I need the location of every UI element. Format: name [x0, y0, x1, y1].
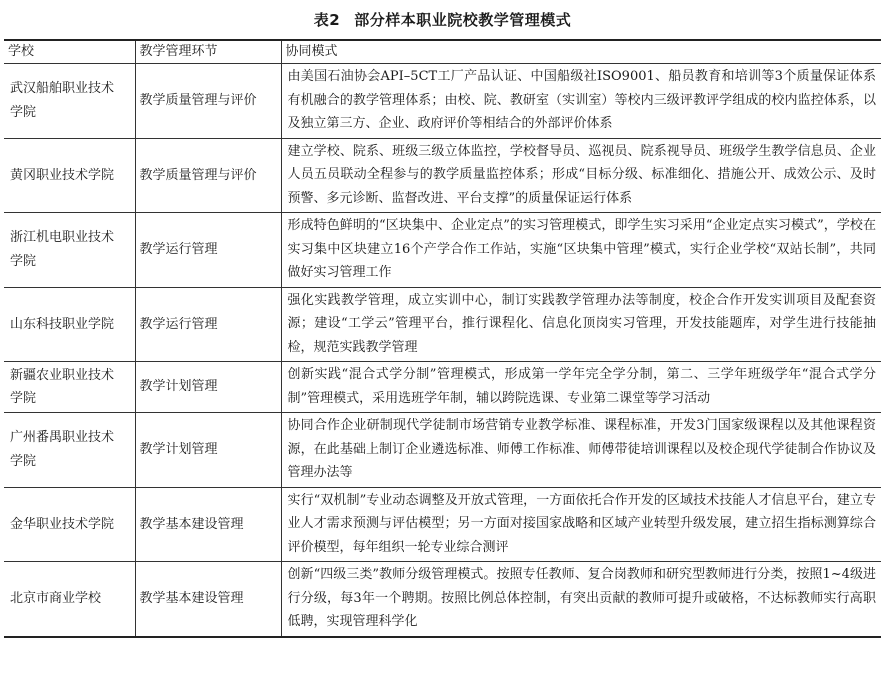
school-cell: 北京市商业学校 [4, 562, 135, 637]
table-header-row [4, 40, 881, 64]
school-cell: 浙江机电职业技术学院 [4, 213, 135, 288]
mode-cell: 建立学校、院系、班级三级立体监控，学校督导员、巡视员、院系视导员、班级学生教学信息员、企业人员五员联动全程参与的教学质量监控体系；形成“目标分级、标准细化、措施公开、成效公示、及时预警、多元诊断、监督改进、平台支撑”的质量保证运行体系 [281, 138, 881, 213]
school-cell: 武汉船舶职业技术学院 [4, 64, 135, 139]
mode-cell: 创新实践“混合式学分制”管理模式，形成第一学年完全学分制，第二、三学年班级学年“混合式学分制”管理模式，采用选班学年制，辅以跨院选课、专业第二课堂等学习活动 [281, 362, 881, 413]
school-cell: 山东科技职业学院 [4, 287, 135, 362]
table-row [4, 64, 881, 139]
management-mode-table [4, 39, 881, 638]
school-cell: 广州番禺职业技术学院 [4, 413, 135, 488]
mode-cell: 强化实践教学管理，成立实训中心，制订实践教学管理办法等制度，校企合作开发实训项目及配套资源；建设“工学云”管理平台，推行课程化、信息化顶岗实习管理，开发技能题库，对学生进行技能抽检，规范实践教学管理 [281, 287, 881, 362]
stage-cell: 教学基本建设管理 [135, 562, 281, 637]
table-row [4, 487, 881, 562]
stage-cell: 教学计划管理 [135, 413, 281, 488]
table-row [4, 138, 881, 213]
mode-cell: 由美国石油协会API–5CT工厂产品认证、中国船级社ISO9001、船员教育和培训等3个质量保证体系有机融合的教学管理体系；由校、院、教研室（实训室）等校内三级评教评学组成的校内监控体系，以及独立第三方、企业、政府评价等相结合的外部评价体系 [281, 64, 881, 139]
table-row [4, 362, 881, 413]
stage-cell: 教学质量管理与评价 [135, 138, 281, 213]
stage-cell: 教学运行管理 [135, 213, 281, 288]
mode-cell: 实行“双机制”专业动态调整及开放式管理，一方面依托合作开发的区域技术技能人才信息平台，建立专业人才需求预测与评估模型；另一方面对接国家战略和区域产业转型升级发展，建立招生指标测算综合评价模型，每年组织一轮专业综合测评 [281, 487, 881, 562]
table-row [4, 213, 881, 288]
school-cell: 黄冈职业技术学院 [4, 138, 135, 213]
header-mode: 协同模式 [281, 40, 881, 64]
stage-cell: 教学计划管理 [135, 362, 281, 413]
table-row [4, 562, 881, 637]
stage-cell: 教学运行管理 [135, 287, 281, 362]
school-cell: 金华职业技术学院 [4, 487, 135, 562]
header-school: 学校 [4, 40, 135, 64]
mode-cell: 协同合作企业研制现代学徒制市场营销专业教学标准、课程标准，开发3门国家级课程以及其他课程资源，在此基础上制订企业遴选标准、师傅工作标准、师傅带徒培训课程以及校企现代学徒制合作协议及管理办法等 [281, 413, 881, 488]
table-row [4, 413, 881, 488]
table-caption [0, 9, 885, 30]
table-title: 部分样本职业院校教学管理模式 [354, 11, 572, 29]
mode-cell: 创新“四级三类”教师分级管理模式。按照专任教师、复合岗教师和研究型教师进行分类，按照1~4级进行分级，每3年一个聘期。按照比例总体控制，有突出贡献的教师可提升或破格，不达标教师实行高职低聘，实现管理科学化 [281, 562, 881, 637]
stage-cell: 教学基本建设管理 [135, 487, 281, 562]
header-stage: 教学管理环节 [135, 40, 281, 64]
school-cell: 新疆农业职业技术学院 [4, 362, 135, 413]
stage-cell: 教学质量管理与评价 [135, 64, 281, 139]
mode-cell: 形成特色鲜明的“区块集中、企业定点”的实习管理模式，即学生实习采用“企业定点实习模式”，学校在实习集中区块建立16个产学合作工作站，实施“区块集中管理”模式，实行企业学校“双站长制”，共同做好实习管理工作 [281, 213, 881, 288]
table-row [4, 287, 881, 362]
table-number: 表2 [313, 11, 341, 29]
